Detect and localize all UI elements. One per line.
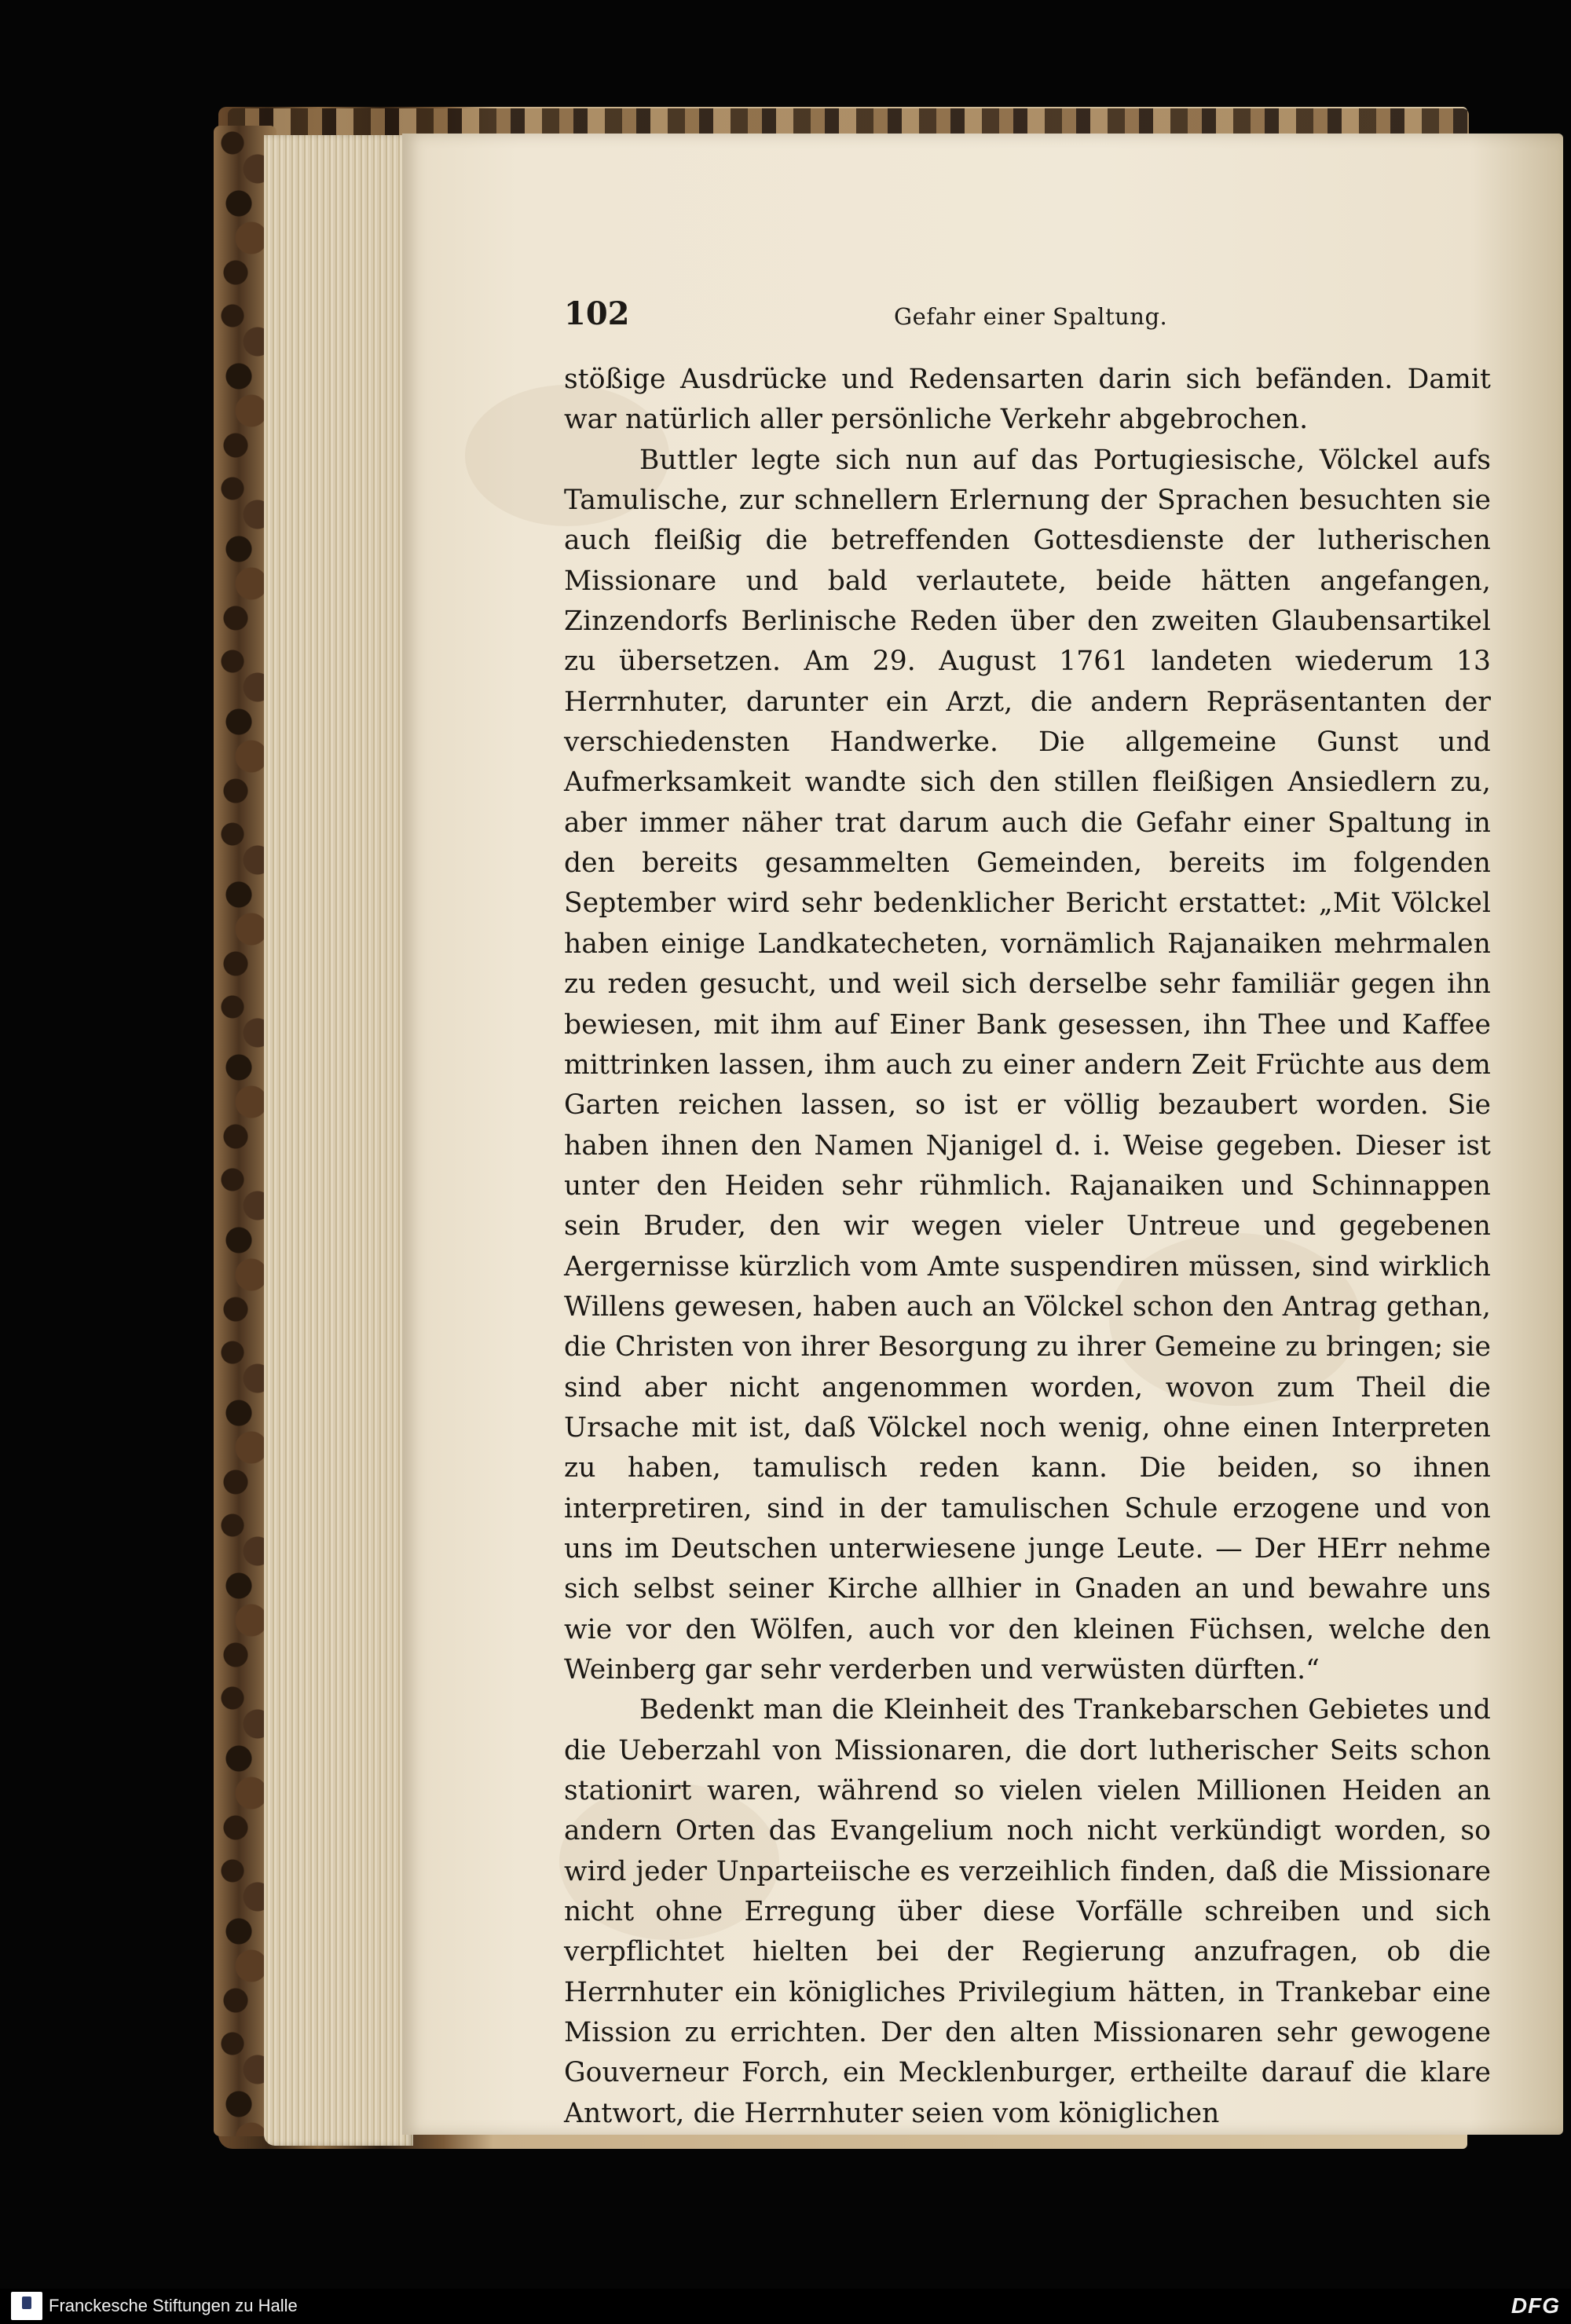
institution-logo-icon xyxy=(11,2292,42,2320)
paragraph: stößige Ausdrücke und Redensarten darin sich befänden. Damit war natürlich aller persönliche Verkehr abgebrochen. xyxy=(564,364,1491,436)
dfg-logo-icon: DFG xyxy=(1511,2293,1560,2318)
page-number: 102 xyxy=(564,295,630,332)
page-header xyxy=(564,295,1491,342)
paragraph: Buttler legte sich nun auf das Portugiesische, Völckel aufs Tamulische, zur schnellern Erlernung der Sprachen besuchten sie auch fleißig die betreffenden Gottesdienste der lutherischen Missionare und bald verlautete, beide hätten angefangen, Zinzendorfs Berlinische Reden über den zweiten Glaubensartikel zu übersetzen. Am 29. August 1761 landeten wiederum 13 Herrnhuter, darunter ein Arzt, die andern Repräsentanten der verschiedensten Handwerke. Die allgemeine Gunst und Aufmerksamkeit wandte sich den stillen fleißigen Ansiedlern zu, aber immer näher trat darum auch die Gefahr einer Spaltung in den bereits gesammelten Gemeinden, bereits im folgenden September wird sehr bedenklicher Bericht erstattet: „Mit Völckel haben einige Landkatecheten, vornämlich Rajanaiken mehrmalen zu reden gesucht, und weil sich derselbe sehr familiär gegen ihn bewiesen, mit ihm auf Einer Bank gesessen, ihn Thee und Kaffee mittrinken lassen, ihm auch zu einer andern Zeit Früchte aus dem Garten reichen lassen, so ist er völlig bezaubert worden. Sie haben ihnen den Namen Njanigel d. i. Weise gegeben. Dieser ist unter den Heiden sehr rühmlich. Rajanaiken und Schinnappen sein Bruder, den wir wegen vieler Untreue und gegebenen Aergernisse kürzlich vom Amte suspendiren müssen, sind wirklich Willens gewesen, haben auch an Völckel schon den Antrag gethan, die Christen von ihrer Besorgung zu ihrer Gemeine zu bringen; sie sind aber nicht angenommen worden, wovon zum Theil die Ursache mit ist, daß Völckel noch wenig, ohne einen Interpreten zu haben, tamulisch reden kann. Die beiden, so ihnen interpretiren, sind in der tamulischen Schule erzogene und von uns im Deutschen unterwiesene junge Leute. — Der HErr nehme sich selbst seiner Kirche allhier in Gnaden an und bewahre uns wie vor den Wölfen, auch vor den kleinen Füchsen, welche den Weinberg gar sehr verderben und verwüsten dürften.“ xyxy=(564,444,1491,1685)
page-stack-edge xyxy=(264,135,413,2146)
running-title: Gefahr einer Spaltung. xyxy=(894,303,1168,330)
footer-credit: Franckesche Stiftungen zu Halle xyxy=(49,2296,298,2315)
body-text xyxy=(564,360,1491,2134)
viewer-footer xyxy=(0,2289,1571,2324)
paragraph: Bedenkt man die Kleinheit des Trankebarschen Gebietes und die Ueberzahl von Missionaren, die dort lutherischer Seits schon stationirt waren, während so vielen vielen Millionen Heiden an andern Orten das Evangelium noch nicht verkündigt worden, so wird jeder Unparteiische es verzeihlich finden, daß die Missionare nicht ohne Erregung über diese Vorfälle schreiben und sich verpflichtet hielten bei der Regierung anzufragen, ob die Herrnhuter ein königliches Privilegium hätten, in Trankebar eine Mission zu errichten. Der den alten Missionaren sehr gewogene Gouverneur Forch, ein Mecklenburger, ertheilte darauf die klare Antwort, die Herrnhuter seien vom königlichen xyxy=(564,1694,1491,2129)
